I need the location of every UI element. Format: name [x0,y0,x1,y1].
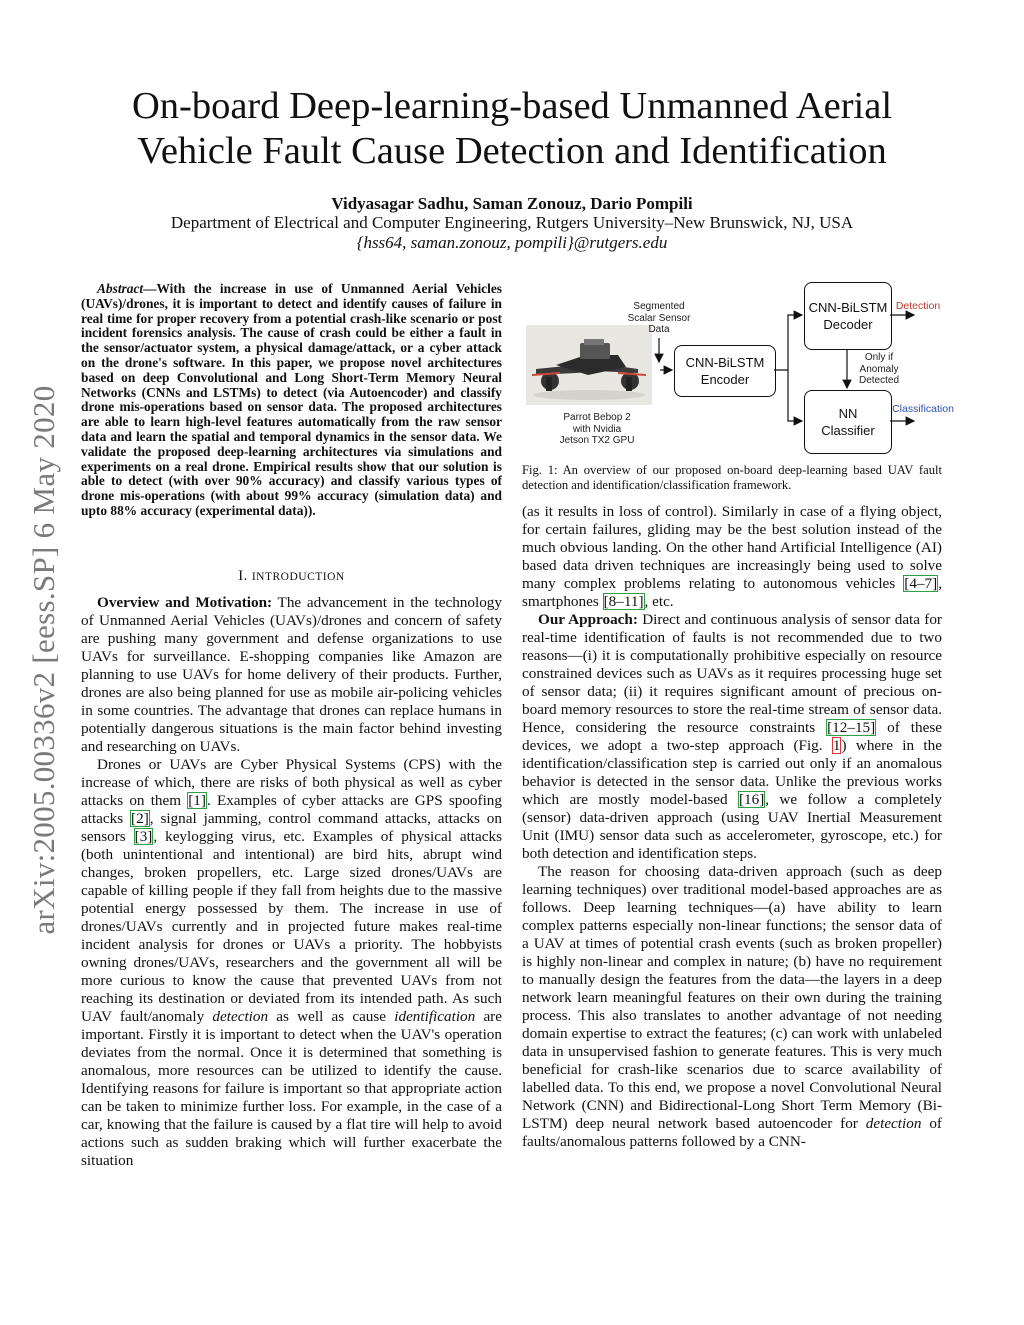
paragraph-continuation [522,503,942,611]
title-line-2: Vehicle Fault Cause Detection and Identification [137,130,887,172]
encoder-line-1: CNN-BiLSTM [685,355,765,370]
paragraph-data-driven [522,863,942,1151]
right-column-body [522,503,942,1151]
title-line-1: On-board Deep-learning-based Unmanned Aerial [131,85,893,127]
figure-reference-1[interactable]: 1 [832,737,841,754]
figure-arrows [522,280,962,455]
paragraph-text: are important. Firstly it is important to detect when the UAV's operation deviates from the normal. Once it is determined that something is anomalous, more resources can be utilized to identify the cause. Identifying reasons for failure is important so that appropriate action can be taken to minimize further loss. For example, in the case of a car, knowing that the failure is caused by a flat tire will help to avoid actions such as sudden braking which will further exacerbate the situation [81,1008,502,1169]
classifier-line-2: Classifier [821,423,875,438]
abstract [81,282,502,519]
citation-12-15[interactable]: [12–15] [827,719,876,736]
classifier-line-1: NN [838,406,858,421]
author-emails: {hss64, saman.zonouz, pompili}@rutgers.edu [356,233,668,252]
citation-8-11[interactable]: [8–11] [603,593,644,610]
paragraph-text: ) where in the identification/classification step is carried out only if an anomalous behavior is detected in the sensor data. Unlike the previous works which are mostly model-based [522,737,942,808]
paragraph-overview [81,594,502,756]
authors: Vidyasagar Sadhu, Saman Zonouz, Dario Pompili [331,194,693,213]
condition-line-3: Detected [858,375,900,386]
classification-output-label: Classification [892,403,954,415]
paragraph-text: , keylogging virus, etc. Examples of physical attacks (both unintentional and intentional) are bird hits, abrupt wind changes, broken propellers, etc. Large sized drones/UAVs are capable of killing people if they fall from heights due to the massive potential energy possessed by them. The increase in use of drones/UAVs currently and in projected future makes real-time incident analysis for drones or UAVs a priority. The hobbyists owning drones/UAVs, researchers and the government all will be more curious to know the cause that prevented UAVs from not reaching its destination or deviated from its intended path. As such UAV fault/anomaly [81,828,503,1025]
section-title [252,571,345,583]
paragraph-text: Direct and continuous analysis of sensor data for real-time identification of faults is not recommended due to two reasons—(i) it is computationally prohibitive especially on resource constrained devices such as UAVs as it requires processing huge set of sensor data; (ii) it requires significant amount of precious on-board memory resources to store the real-time stream of sensor data. Hence, considering the resource constraints [522,611,942,736]
paragraph-text: . Examples of cyber attacks are GPS spoofing attacks [81,792,502,827]
input-label-line-2: Scalar Sensor [627,312,691,324]
emphasis-detection: detection [212,1008,269,1025]
paragraph-text: as well as cause [268,1008,395,1025]
paragraph-text: (as it results in loss of control). Similarly in case of a flying object, for certain failures, gliding may be the best solution instead of the much obvious landing. On the other hand Artificial Intelligence (AI) based data driven techniques are increasingly being used to solve many complex problems relating to autonomous vehicles [522,503,942,592]
input-label-line-1: Segmented [633,301,685,312]
drone-label-line-2: with Nvidia [572,423,622,435]
left-column-body [81,594,502,1170]
paragraph-cps [81,756,502,1170]
section-heading-introduction [81,568,502,585]
paragraph-text: of these devices, we adopt a two-step approach (Fig. [522,719,943,754]
arxiv-sidebar [14,340,74,980]
paragraph-text: , smartphones [522,575,942,610]
condition-line-2: Anomaly [859,363,899,375]
citation-1[interactable]: [1] [188,792,206,809]
paragraph-text: of faults/anomalous patterns followed by a CNN- [522,1115,942,1150]
paragraph-our-approach [522,611,942,863]
citation-16[interactable]: [16] [738,791,765,808]
paper-title [0,84,1024,174]
citation-3[interactable]: [3] [134,828,153,845]
decoder-line-2: Decoder [823,317,873,332]
arxiv-identifier: arXiv:2005.00336v2 [eess.SP] 6 May 2020 [26,385,61,935]
section-number: I. [238,568,248,584]
detection-output-label: Detection [895,300,941,312]
paragraph-text: , we follow a completely (sensor) data-driven approach (using UAV Inertial Measurement Unit (IMU) sensor data such as accelerometer, gyroscope, etc.) for both detection and identification steps. [522,791,943,862]
paragraph-text: The reason for choosing data-driven approach (such as deep learning techniques) over traditional model-based approaches are as follows. Deep learning techniques—(a) have ability to learn complex patterns especially non-linear functions; the sensor data of a UAV at times of potential crash events (such as broken propeller) is highly non-linear and complex in nature; (b) have no requirement to manually design the features from the data—the layers in a deep network learn meaningful features on their own during the training process. This also translates to another advantage of not needing domain expertise to extract the features; (c) can work with unlabeled data in unsupervised fashion to generate features. This is very much beneficial for crash-like scenarios due to scarce availability of labelled data. To this end, we propose a novel Convolutional Neural Network (CNN) and Bidirectional-Long Short Term Memory (Bi-LSTM) deep neural network based autoencoder for [522,863,942,1132]
drone-label-line-3: Jetson TX2 GPU [559,435,635,446]
affiliation: Department of Electrical and Computer Engineering, Rutgers University–New Brunswick, NJ, USA [170,213,854,232]
paragraph-text: , etc. [644,593,674,610]
decoder-line-1: CNN-BiLSTM [808,300,888,315]
citation-4-7[interactable]: [4–7] [904,575,938,592]
paragraph-text: The advancement in the technology of Unmanned Aerial Vehicles (UAVs)/drones and concern of safety are pushing many government and defense organizations to use UAVs for surveillance. E-shopping companies like Amazon are planning to use UAVs for home delivery of their products. Further, drones are also being planned for use as mobile air-policing vehicles in some countries. The advantage that drones can replace humans in potentially dangerous situations is the main factor behind investing and researching on UAVs. [81,594,502,755]
paragraph-text: Drones or UAVs are Cyber Physical Systems (CPS) with the increase of which, there are risks of both physical as well as cyber attacks on them [81,756,502,809]
drone-label-line-1: Parrot Bebop 2 [563,412,631,423]
figure-1 [522,280,962,455]
emphasis-identification: identification [394,1008,476,1025]
condition-line-1: Only if [864,352,894,363]
paragraph-text: , signal jamming, control command attacks, attacks on sensors [81,810,502,845]
abstract-text: —With the increase in use of Unmanned Aerial Vehicles (UAVs)/drones, it is important to detect and identify causes of failure in real time for proper recovery from a potential crash-like scenario or post incident forensics analysis. The cause of crash could be either a fault in the sensor/actuator system, a physical damage/attack, or a cyber attack on the drone's software. In this paper, we propose novel architectures based on deep Convolutional and Long Short-Term Memory Neural Networks (CNNs and LSTMs) to detect (via Autoencoder) and classify drone mis-operations based on sensor data. The proposed architectures are able to learn high-level features automatically from the raw sensor data and learn the spatial and temporal dynamics in the sensor data. We validate the proposed deep-learning architectures via simulations and experiments on a real drone. Empirical results show that our solution is able to detect (with over 90% accuracy) and classify various types of drone mis-operations (with about 99% accuracy (simulation data) and upto 88% accuracy (experimental data)). [81,281,502,518]
emphasis-detection-2: detection [865,1115,922,1132]
encoder-line-2: Encoder [700,372,750,387]
paragraph-heading-overview: Overview and Motivation: [97,594,273,611]
abstract-label: Abstract [97,281,144,296]
citation-2[interactable]: [2] [131,810,149,827]
section-title-text: INTRODUCTION [251,571,345,583]
paragraph-heading-approach: Our Approach: [538,611,638,628]
figure-1-caption: Fig. 1: An overview of our proposed on-board deep-learning based UAV fault detection and identification/classification framework. [522,463,942,492]
input-label-line-3: Data [648,324,670,335]
